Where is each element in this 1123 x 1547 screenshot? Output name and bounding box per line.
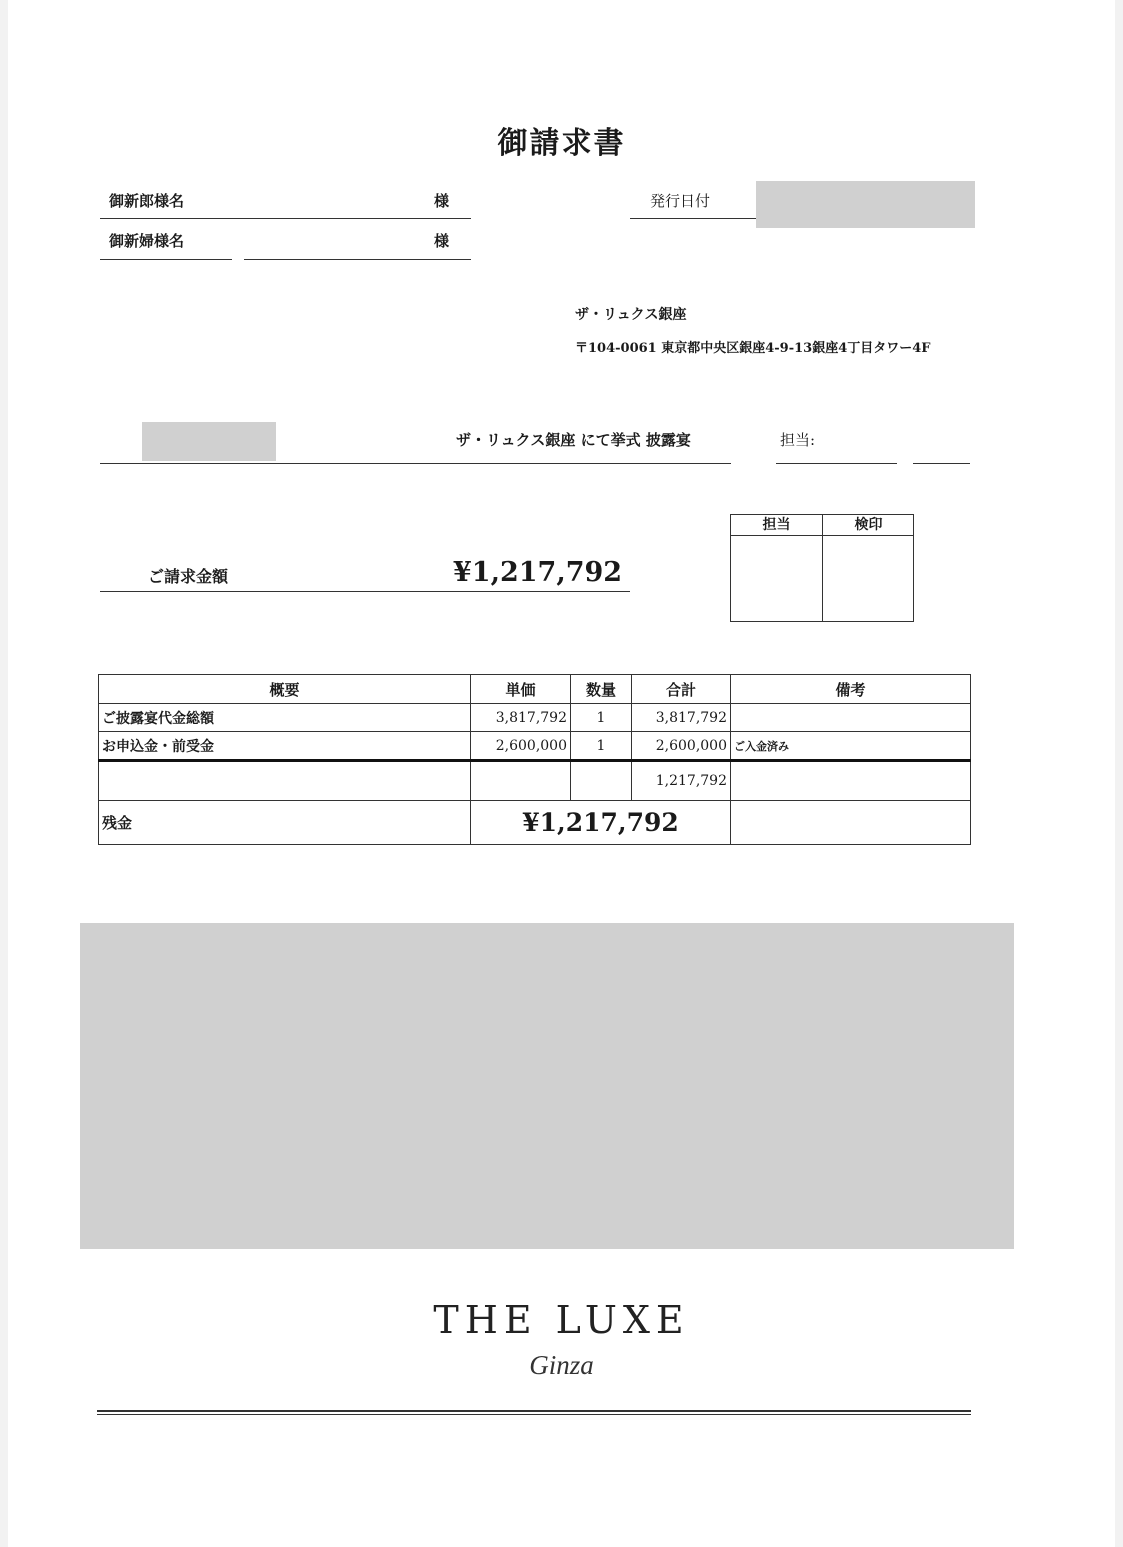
row-quantity: 1 xyxy=(571,732,632,761)
line-items-table xyxy=(98,674,971,845)
header-unit-price: 単価 xyxy=(471,675,571,704)
footer-line-bottom xyxy=(97,1414,971,1415)
footer-line-top xyxy=(97,1410,971,1412)
amount-label: ご請求金額 xyxy=(148,567,229,586)
table-row xyxy=(99,704,971,732)
staff-line-2 xyxy=(913,463,970,464)
balance-value: ¥1,217,792 xyxy=(471,801,731,845)
balance-label: 残金 xyxy=(99,801,471,845)
event-description: ザ・リュクス銀座 にて挙式 披露宴 xyxy=(456,431,691,449)
row-total: 3,817,792 xyxy=(632,704,731,732)
header-total: 合計 xyxy=(632,675,731,704)
redacted-notes-block xyxy=(80,923,1014,1249)
issue-date-line xyxy=(630,218,756,219)
row-remarks xyxy=(731,704,971,732)
row-unit-price: 2,600,000 xyxy=(471,732,571,761)
balance-remarks xyxy=(731,801,971,845)
bride-label: 御新婦様名 xyxy=(109,232,185,250)
amount-line xyxy=(100,591,630,592)
bride-name-line-left xyxy=(100,259,232,260)
brand-logo-main: THE LUXE xyxy=(433,1298,690,1342)
bride-honorific: 様 xyxy=(434,232,450,250)
row-unit-price: 3,817,792 xyxy=(471,704,571,732)
staff-line-1 xyxy=(776,463,897,464)
amount-value: ¥1,217,792 xyxy=(453,557,623,588)
header-quantity: 数量 xyxy=(571,675,632,704)
row-remarks: ご入金済み xyxy=(731,732,971,761)
stamp-col-inspection xyxy=(823,515,914,621)
subtotal-empty-4 xyxy=(731,761,971,801)
table-row xyxy=(99,732,971,761)
issue-date-label: 発行日付 xyxy=(650,192,711,210)
header-summary: 概要 xyxy=(99,675,471,704)
staff-label: 担当: xyxy=(780,431,816,449)
venue-name: ザ・リュクス銀座 xyxy=(575,307,687,323)
row-total: 2,600,000 xyxy=(632,732,731,761)
subtotal-empty-1 xyxy=(99,761,471,801)
row-quantity: 1 xyxy=(571,704,632,732)
stamp-col-staff xyxy=(731,515,823,621)
redacted-event-date xyxy=(142,422,276,461)
groom-honorific: 様 xyxy=(434,192,450,210)
subtotal-empty-3 xyxy=(571,761,632,801)
stamp-col-staff-header: 担当 xyxy=(731,515,822,536)
row-summary: お申込金・前受金 xyxy=(99,732,471,761)
subtotal-empty-2 xyxy=(471,761,571,801)
header-remarks: 備考 xyxy=(731,675,971,704)
balance-row xyxy=(99,801,971,845)
stamp-col-inspection-header: 検印 xyxy=(823,515,914,536)
bride-name-line-right xyxy=(244,259,471,260)
groom-label: 御新郎様名 xyxy=(109,192,185,210)
brand-logo-sub: Ginza xyxy=(529,1350,594,1380)
redacted-issue-date xyxy=(756,181,975,228)
page-title: 御請求書 xyxy=(497,126,626,161)
invoice-page xyxy=(8,0,1115,1547)
approval-stamp-box xyxy=(730,514,914,622)
subtotal-row xyxy=(99,761,971,801)
subtotal-value: 1,217,792 xyxy=(632,761,731,801)
groom-name-line xyxy=(100,218,471,219)
venue-address: 〒104-0061 東京都中央区銀座4-9-13銀座4丁目タワー4F xyxy=(575,341,931,356)
row-summary: ご披露宴代金総額 xyxy=(99,704,471,732)
event-line xyxy=(100,463,731,464)
table-header-row xyxy=(99,675,971,704)
